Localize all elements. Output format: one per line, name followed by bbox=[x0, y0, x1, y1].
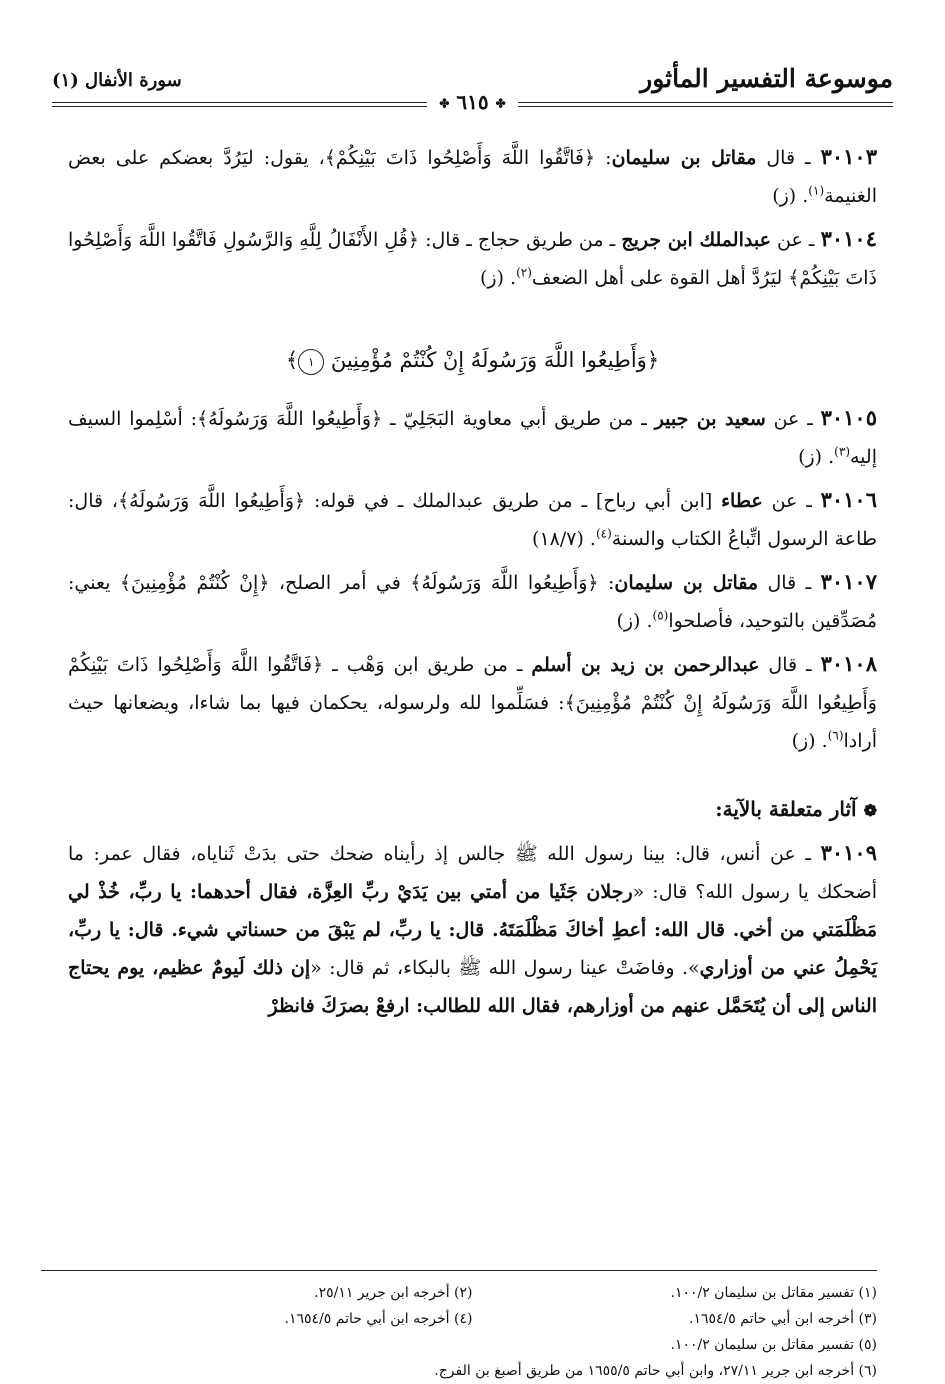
entry-number: ٣٠١٠٣ bbox=[820, 144, 877, 169]
flower-icon: ❁ bbox=[863, 801, 877, 820]
quran-quote: ﴿فَاتَّقُوا اللَّهَ وَأَصْلِحُوا ذَاتَ بَيْنِكُمْ﴾ bbox=[324, 147, 596, 169]
narrator-name: مقاتل بن سليمان bbox=[611, 147, 757, 169]
page-number bbox=[427, 90, 517, 114]
book-title: موسوعة التفسير المأثور bbox=[640, 64, 893, 93]
footnote-ref: (٢) bbox=[516, 265, 532, 280]
narrator-name: مقاتل بن سليمان bbox=[614, 572, 759, 594]
entry-number: ٣٠١٠٤ bbox=[820, 226, 877, 251]
footnote: (٤) أخرجه ابن أبي حاتم ١٦٥٤/٥. bbox=[284, 1311, 473, 1327]
ayah-heading: ﴿وَأَطِيعُوا اللَّهَ وَرَسُولَهُ إِنْ كُنْتُمْ مُؤْمِنِينَ ١﴾ bbox=[68, 341, 877, 379]
entry-number: ٣٠١٠٧ bbox=[820, 569, 877, 594]
narrator-name: عبدالملك ابن جريج bbox=[621, 229, 771, 251]
ornament-icon: ✤ bbox=[495, 96, 506, 111]
footnote: (٥) تفسير مقاتل بن سليمان ١٠٠/٢. bbox=[670, 1337, 877, 1353]
quran-quote: ﴿وَأَطِيعُوا اللَّهَ وَرَسُولَهُ﴾ bbox=[410, 572, 599, 594]
quran-quote: ﴿وَأَطِيعُوا اللَّهَ وَرَسُولَهُ﴾ bbox=[118, 490, 306, 512]
footnote: (٣) أخرجه ابن أبي حاتم ١٦٥٤/٥. bbox=[689, 1311, 877, 1327]
entry: ٣٠١٠٨ ـ قال عبدالرحمن بن زيد بن أسلم ـ من طريق ابن وَهْب ـ ﴿فَاتَّقُوا اللَّهَ وَأَصْلِحُوا ذَاتَ بَيْنِكُمْ وَأَطِيعُوا اللَّهَ وَرَسُولَهُ إِنْ كُنْتُمْ مُؤْمِنِينَ﴾: فسَلِّموا لله ولرسوله، يحكمان فيها بما شاءا، ويضعانها حيث أرادا$^{(٦)}$. (ز) bbox=[68, 651, 877, 752]
surah-title: سورة الأنفال (١) bbox=[52, 70, 182, 91]
footnote-ref: (٣) bbox=[834, 444, 850, 459]
footnote-ref: (٥) bbox=[652, 608, 669, 623]
narrator-name: عبدالرحمن بن زيد بن أسلم bbox=[531, 654, 760, 676]
entry: ٣٠١٠٦ ـ عن عطاء [ابن أبي رباح] ـ من طريق عبدالملك ـ في قوله: ﴿وَأَطِيعُوا اللَّهَ وَرَسُولَهُ﴾، قال: طاعة الرسول اتِّباعُ الكتاب والسنة$^{(٤)}$. (١٨/٧) bbox=[68, 487, 877, 550]
quran-quote: ﴿قُلِ الأَنْفَالُ لِلَّهِ وَالرَّسُولِ فَاتَّقُوا اللَّهَ وَأَصْلِحُوا ذَاتَ بَيْنِكُمْ﴾ bbox=[68, 229, 877, 289]
narrator-name: عطاء bbox=[721, 490, 763, 512]
footnote: (١) تفسير مقاتل بن سليمان ١٠٠/٢. bbox=[670, 1285, 877, 1301]
footnote-ref: (٦) bbox=[827, 728, 844, 743]
quran-quote: ﴿وَأَطِيعُوا اللَّهَ وَرَسُولَهُ﴾ bbox=[197, 408, 383, 430]
entry-number: ٣٠١٠٩ bbox=[820, 840, 877, 865]
narrator-name: سعيد بن جبير bbox=[654, 408, 766, 430]
main-text bbox=[68, 138, 877, 1030]
section-heading: ❁ آثار متعلقة بالآية: bbox=[715, 797, 877, 821]
hadith-text: إن ذلك لَيومٌ عظيم، يوم يحتاج الناس إلى أن يُتَحَمَّل عنهم من أوزارهم، فقال الله للطالب: ارفعْ بصرَكَ فانظرْ bbox=[68, 957, 877, 1017]
quran-quote: ﴿إِنْ كُنْتُمْ مُؤْمِنِينَ﴾ bbox=[119, 572, 270, 594]
entry: ٣٠١٠٥ ـ عن سعيد بن جبير ـ من طريق أبي معاوية البَجَلِيّ ـ ﴿وَأَطِيعُوا اللَّهَ وَرَسُولَهُ﴾: أسْلِموا السيف إليه$^{(٣)}$. (ز) bbox=[68, 405, 877, 468]
hadith-entry: ٣٠١٠٩ ـ عن أنس، قال: بينا رسول الله ﷺ جالس إذ رأيناه ضحك حتى بدَتْ ثَناياه، فقال عمر: ما أضحكك يا رسول الله؟ قال: «رجلان جَثَيا من أمتي بين يَدَيْ ربِّ العِزَّة، فقال أحدهما: يا ربِّ، خُذْ لي مَظْلَمَتي من أخي. قال الله: أعطِ أخاكَ مَظْلَمَتَهُ. قال: يا ربِّ، لم يَبْقَ من حسناتي شيء. قال: يا ربِّ، يَحْمِلُ عني من أوزاري». وفاضَتْ عينا رسول الله ﷺ بالبكاء، ثم قال: «إن ذلك لَيومٌ عظيم، يوم يحتاج الناس إلى أن يُتَحَمَّل عنهم من أوزارهم، فقال الله للطالب: ارفعْ بصرَكَ فانظرْ bbox=[68, 840, 877, 1017]
entry: ٣٠١٠٤ ـ عن عبدالملك ابن جريج ـ من طريق حجاج ـ قال: ﴿قُلِ الأَنْفَالُ لِلَّهِ وَالرَّسُولِ فَاتَّقُوا اللَّهَ وَأَصْلِحُوا ذَاتَ بَيْنِكُمْ﴾ ليَرُدَّ أهل القوة على أهل الضعف$^{(٢)}$. (ز) bbox=[68, 226, 877, 289]
ornament-icon: ✤ bbox=[439, 96, 450, 111]
entry-number: ٣٠١٠٨ bbox=[820, 651, 877, 676]
footnotes bbox=[68, 1280, 877, 1384]
entry-number: ٣٠١٠٦ bbox=[820, 487, 877, 512]
ayah-number-badge: ١ bbox=[298, 349, 324, 375]
page-number-value: ٦١٥ bbox=[456, 90, 489, 114]
footnote: (٢) أخرجه ابن جرير ٢٥/١١. bbox=[314, 1285, 473, 1301]
entry: ٣٠١٠٣ ـ قال مقاتل بن سليمان: ﴿فَاتَّقُوا اللَّهَ وَأَصْلِحُوا ذَاتَ بَيْنِكُمْ﴾، يقول: ليَرُدَّ بعضكم على بعض الغنيمة$^{(١)}$. (ز) bbox=[68, 144, 877, 207]
footnote: (٦) أخرجه ابن جرير ٢٧/١١، وابن أبي حاتم ١٦٥٥/٥ من طريق أصبغ بن الفرج. bbox=[434, 1363, 877, 1379]
footnote-ref: (٤) bbox=[595, 526, 612, 541]
footnote-divider bbox=[41, 1270, 877, 1271]
entry-number: ٣٠١٠٥ bbox=[820, 405, 877, 430]
quran-quote: ﴿فَاتَّقُوا اللَّهَ وَأَصْلِحُوا ذَاتَ بَيْنِكُمْ وَأَطِيعُوا اللَّهَ وَرَسُولَهُ إِنْ كُنْتُمْ مُؤْمِنِينَ﴾ bbox=[68, 654, 877, 714]
footnote-ref: (١) bbox=[808, 183, 825, 198]
entry: ٣٠١٠٧ ـ قال مقاتل بن سليمان: ﴿وَأَطِيعُوا اللَّهَ وَرَسُولَهُ﴾ في أمر الصلح، ﴿إِنْ كُنْتُمْ مُؤْمِنِينَ﴾ يعني: مُصَدِّقين بالتوحيد، فأصلحوا$^{(٥)}$. (ز) bbox=[68, 569, 877, 632]
hadith-text: رجلان جَثَيا من أمتي بين يَدَيْ ربِّ العِزَّة، فقال أحدهما: يا ربِّ، خُذْ لي مَظْلَمَتي من أخي. قال الله: أعطِ أخاكَ مَظْلَمَتَهُ. قال: يا ربِّ، لم يَبْقَ من حسناتي شيء. قال: يا ربِّ، يَحْمِلُ عني من أوزاري bbox=[68, 881, 877, 979]
